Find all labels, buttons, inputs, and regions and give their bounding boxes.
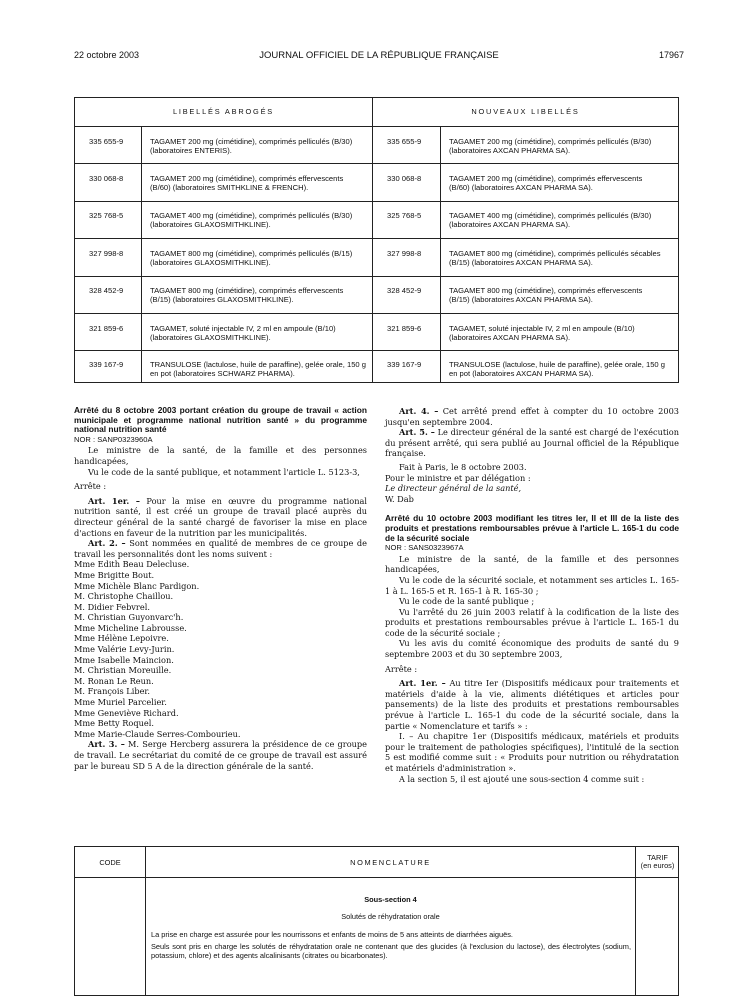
divider: [75, 201, 678, 202]
table-cell-libelle: TAGAMET 200 mg (cimétidine), comprimés pelliculés (B/30) (laboratoires ENTERIS).: [150, 137, 353, 156]
article-label: Art. 4. –: [399, 406, 439, 416]
table-cell-libelle: TAGAMET, soluté injectable IV, 2 ml en ampoule (B/10) (laboratoires AXCAN PHARMA SA).: [449, 324, 635, 343]
table-cell-code: 325 768-5: [387, 211, 422, 220]
table-cell-code: 321 859-6: [89, 324, 124, 333]
subsection-subtitle: Solutés de réhydratation orale: [341, 912, 440, 921]
arrete-heading: Arrête :: [74, 481, 107, 492]
header-nouveaux-libelles: NOUVEAUX LIBELLÉS: [471, 107, 580, 116]
table-cell-code: 335 655-9: [387, 137, 422, 146]
list-item: M. François Liber.: [74, 686, 151, 697]
table-cell-libelle: TAGAMET 800 mg (cimétidine), comprimés pelliculés (B/15) (laboratoires GLAXOSMITHKLINE).: [150, 249, 353, 268]
table-cell-libelle: TAGAMET 800 mg (cimétidine), comprimés effervescents (B/15) (laboratoires AXCAN PHARMA SA).: [449, 286, 643, 305]
paragraph: Vu le code de la santé publique ;: [399, 596, 535, 607]
table-cell-code: 339 167-9: [387, 360, 422, 369]
header-code: CODE: [99, 857, 121, 867]
list-item: Mme Marie-Claude Serres-Combourieu.: [74, 728, 241, 739]
article-1: [74, 496, 367, 538]
header-libelles-abroges: LIBELLÉS ABROGÉS: [172, 107, 275, 116]
article-label: Art. 1er. –: [88, 495, 140, 506]
paragraph: Vu le code de la santé publique, et notamment l'article L. 5123-3,: [88, 466, 360, 477]
article-5: [385, 427, 679, 459]
article-text: Le directeur général de la santé est chargé de l'exécution du présent arrêté, qui sera publié au Journal officiel de la République française.: [385, 427, 679, 459]
paragraph: Vu l'arrêté du 26 juin 2003 relatif à la codification de la liste des produits et prestations remboursables prévue à l'article L. 165-1 du code de la sécurité sociale ;: [385, 606, 679, 638]
page-header: [74, 50, 684, 64]
header-nomenclature: NOMENCLATURE: [350, 857, 431, 867]
nomenclature-text: La prise en charge est assurée pour les nourrissons et enfants de moins de 5 ans atteints de diarrhées aiguës.: [151, 930, 513, 939]
list-item: Mme Isabelle Maincion.: [74, 654, 174, 665]
list-item: Mme Betty Roquel.: [74, 718, 154, 729]
divider: [75, 163, 678, 164]
nomenclature-text: Seuls sont pris en charge les solutés de réhydratation orale ne contenant que des glucides (à l'exclusion du lactose), des électrolytes (sodium, potassium, chlore) et des agents alcalinisants (citrates ou bicarbonates).: [151, 942, 631, 961]
tarif-unit: (en euros): [640, 861, 675, 870]
table-cell-code: 330 068-8: [89, 174, 124, 183]
table-cell-libelle: TRANSULOSE (lactulose, huile de paraffine), gelée orale, 150 g en pot (laboratoires AXCAN PHARMA SA).: [449, 360, 665, 379]
article-label: Art. 1er. –: [399, 678, 446, 689]
table-cell-libelle: TRANSULOSE (lactulose, huile de paraffine), gelée orale, 150 g en pot (laboratoires SCHWARZ PHARMA).: [150, 360, 366, 379]
left-column: [74, 406, 367, 771]
fait-a-paris: Fait à Paris, le 8 octobre 2003.: [399, 461, 527, 472]
list-item: M. Christophe Chaillou.: [74, 591, 174, 602]
signature-line: Pour le ministre et par délégation :: [385, 472, 531, 483]
paragraph: A la section 5, il est ajouté une sous-section 4 comme suit :: [399, 773, 645, 784]
table-cell-code: 339 167-9: [89, 360, 124, 369]
decree-title: Arrêté du 10 octobre 2003 modifiant les titres Ier, II et III de la liste des produits et prestations remboursables prévue à l'article L. 165-1 du code de la sécurité sociale: [385, 513, 679, 543]
list-item: M. Christian Guyonvarc'h.: [74, 612, 184, 623]
table-cell-code: 325 768-5: [89, 211, 124, 220]
list-item: Mme Micheline Labrousse.: [74, 622, 187, 633]
signature-title: Le directeur général de la santé,: [385, 483, 522, 494]
article-label: Art. 2. –: [88, 538, 126, 549]
libelles-table: [74, 97, 679, 383]
article-1: [385, 678, 679, 731]
article-text: Sont nommées en qualité de membres de ce groupe de travail les personnalités dont les noms suivent :: [74, 538, 367, 559]
table-cell-code: 328 452-9: [89, 286, 124, 295]
article-label: Art. 5. –: [399, 427, 435, 438]
arrete-heading: Arrête :: [385, 663, 418, 674]
divider: [75, 877, 678, 878]
header-tarif: [636, 847, 679, 877]
tarif-label: TARIF: [647, 853, 668, 862]
list-item: Mme Brigitte Bout.: [74, 569, 155, 580]
signature-name: W. Dab: [385, 493, 414, 504]
table-cell-code: 327 998-8: [387, 249, 422, 258]
article-text: M. Serge Hercberg assurera la présidence de ce groupe de travail. Le secrétariat du comité de ce groupe de travail est assuré par le bureau SD 5 A de la direction générale de la santé.: [74, 739, 368, 771]
divider: [75, 276, 678, 277]
table-cell-libelle: TAGAMET 800 mg (cimétidine), comprimés pelliculés sécables (B/15) (laboratoires AXCAN PHARMA SA).: [449, 249, 661, 268]
article-text: Au titre Ier (Dispositifs médicaux pour traitements et matériels d'aide à la vie, aliments diététiques et articles pour pansements) de la liste des produits et prestations remboursables prévue à l'article L. 165-1 du code de la sécurité sociale, dans la partie « Nomenclature et tarifs » :: [385, 678, 679, 731]
divider: [75, 126, 678, 127]
nor-reference: NOR : SANP0323960A: [74, 434, 153, 444]
decree-title: Arrêté du 8 octobre 2003 portant création du groupe de travail « action municipale et programme national nutrition santé » du programme national nutrition santé: [74, 405, 367, 435]
issue-date: 22 octobre 2003: [74, 50, 140, 60]
article-text: Pour la mise en œuvre du programme national nutrition santé, il est créé un groupe de travail placé auprès du directeur général de la santé chargé de favoriser la mise en place d'actions en faveur de la nutrition par les municipalités.: [74, 495, 367, 538]
table-cell-code: 321 859-6: [387, 324, 422, 333]
table-cell-libelle: TAGAMET 800 mg (cimétidine), comprimés effervescents (B/15) (laboratoires GLAXOSMITHKLINE).: [150, 286, 344, 305]
table-cell-libelle: TAGAMET 400 mg (cimétidine), comprimés pelliculés (B/30) (laboratoires GLAXOSMITHKLINE).: [150, 211, 353, 230]
table-cell-libelle: TAGAMET, soluté injectable IV, 2 ml en ampoule (B/10) (laboratoires GLAXOSMITHKLINE).: [150, 324, 336, 343]
members-list: [74, 559, 367, 739]
paragraph: Vu les avis du comité économique des produits de santé du 9 septembre 2003 et du 30 septembre 2003,: [385, 638, 679, 660]
divider: [145, 847, 146, 995]
list-item: M. Christian Moreuille.: [74, 665, 172, 676]
journal-title: JOURNAL OFFICIEL DE LA RÉPUBLIQUE FRANÇAISE: [259, 50, 499, 61]
page-number: 17967: [658, 50, 684, 60]
divider: [75, 238, 678, 239]
divider: [75, 350, 678, 351]
table-cell-libelle: TAGAMET 200 mg (cimétidine), comprimés effervescents (B/60) (laboratoires SMITHKLINE & FRENCH).: [150, 174, 344, 193]
table-cell-libelle: TAGAMET 200 mg (cimétidine), comprimés pelliculés (B/30) (laboratoires AXCAN PHARMA SA).: [449, 137, 652, 156]
divider: [635, 847, 636, 995]
table-cell-code: 335 655-9: [89, 137, 124, 146]
list-item: Mme Michèle Blanc Pardigon.: [74, 580, 200, 591]
article-4: [385, 406, 679, 427]
paragraph: Le ministre de la santé, de la famille et des personnes handicapées,: [385, 553, 679, 575]
table-cell-libelle: TAGAMET 400 mg (cimétidine), comprimés pelliculés (B/30) (laboratoires AXCAN PHARMA SA).: [449, 211, 652, 230]
article-text: Cet arrêté prend effet à compter du 10 octobre 2003 jusqu'en septembre 2004.: [385, 406, 680, 427]
list-item: M. Ronan Le Reun.: [74, 675, 154, 686]
article-3: [74, 739, 367, 771]
list-item: Mme Valérie Levy-Jurin.: [74, 644, 175, 655]
nomenclature-table: [74, 846, 679, 996]
article-label: Art. 3. –: [88, 739, 125, 750]
list-item: Mme Hélène Lepoivre.: [74, 633, 169, 644]
table-cell-code: 327 998-8: [89, 249, 124, 258]
article-2: [74, 538, 367, 559]
list-item: Mme Geneviève Richard.: [74, 707, 179, 718]
table-cell-libelle: TAGAMET 200 mg (cimétidine), comprimés effervescents (B/60) (laboratoires AXCAN PHARMA SA).: [449, 174, 643, 193]
table-cell-code: 328 452-9: [387, 286, 422, 295]
right-column: [385, 406, 679, 784]
list-item: Mme Muriel Parcelier.: [74, 697, 167, 708]
subsection-title: Sous-section 4: [364, 895, 417, 904]
nor-reference: NOR : SANS0323967A: [385, 543, 464, 553]
divider: [75, 313, 678, 314]
paragraph: Vu le code de la sécurité sociale, et notamment ses articles L. 165-1 à L. 165-5 et R. 165-1 à R. 165-30 ;: [385, 574, 679, 596]
list-item: M. Didier Febvrel.: [74, 601, 150, 612]
paragraph: I. – Au chapitre 1er (Dispositifs médicaux, matériels et produits pour le traitement de pathologies spécifiques), l'intitulé de la section 5 est modifié comme suit : « Produits pour nutrition ou réhydratation et matériels d'administration ».: [385, 731, 679, 773]
divider: [372, 98, 373, 382]
table-cell-code: 330 068-8: [387, 174, 422, 183]
paragraph: Le ministre de la santé, de la famille et des personnes handicapées,: [74, 445, 367, 466]
list-item: Mme Edith Beau Delecluse.: [74, 559, 190, 570]
